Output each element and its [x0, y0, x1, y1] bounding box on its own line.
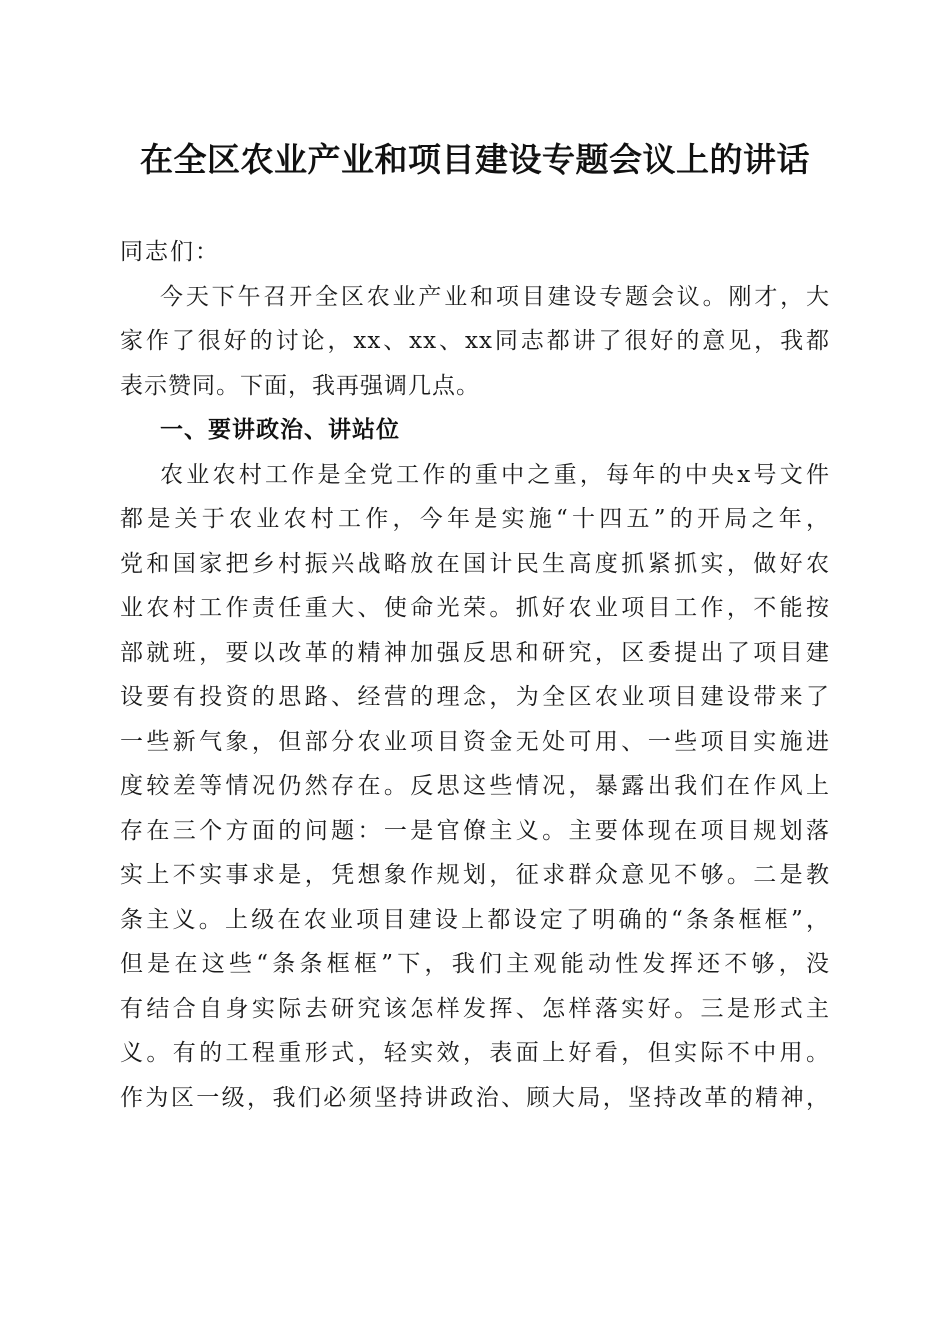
- document-body: [120, 230, 830, 1120]
- paragraph-line: 有结合自身实际去研究该怎样发挥、怎样落实好。三是形式主: [120, 995, 830, 1022]
- intro-line: 家作了很好的讨论，xx、xx、xx同志都讲了很好的意见，我都: [120, 328, 830, 354]
- paragraph-line: 度较差等情况仍然存在。反思这些情况，暴露出我们在作风上: [120, 773, 830, 799]
- paragraph-line: 一些新气象，但部分农业项目资金无处可用、一些项目实施进: [120, 728, 830, 755]
- paragraph-line: 党和国家把乡村振兴战略放在国计民生高度抓紧抓实，做好农: [120, 550, 830, 577]
- paragraph-line: 但是在这些“条条框框”下，我们主观能动性发挥还不够，没: [120, 951, 830, 977]
- paragraph-line: 业农村工作责任重大、使命光荣。抓好农业项目工作，不能按: [120, 595, 830, 621]
- paragraph-line: 设要有投资的思路、经营的理念，为全区农业项目建设带来了: [120, 684, 830, 710]
- paragraph-line: 条主义。上级在农业项目建设上都设定了明确的“条条框框”，: [120, 906, 830, 933]
- section-heading: 一、要讲政治、讲站位: [160, 417, 400, 443]
- document-title: 在全区农业产业和项目建设专题会议上的讲话: [140, 140, 810, 179]
- paragraph-line: 作为区一级，我们必须坚持讲政治、顾大局，坚持改革的精神，: [120, 1084, 830, 1111]
- paragraph-line: 部就班，要以改革的精神加强反思和研究，区委提出了项目建: [120, 639, 830, 666]
- salutation: 同志们：: [120, 239, 220, 265]
- intro-line: 今天下午召开全区农业产业和项目建设专题会议。刚才，大: [160, 283, 830, 310]
- paragraph-line: 义。有的工程重形式，轻实效，表面上好看，但实际不中用。: [120, 1040, 830, 1066]
- paragraph-line: 都是关于农业农村工作，今年是实施“十四五”的开局之年，: [120, 506, 830, 532]
- paragraph-line: 实上不实事求是，凭想象作规划，征求群众意见不够。二是教: [120, 862, 830, 888]
- paragraph-line: 存在三个方面的问题：一是官僚主义。主要体现在项目规划落: [120, 817, 830, 844]
- paragraph-line: 农业农村工作是全党工作的重中之重，每年的中央x号文件: [160, 461, 830, 488]
- intro-line: 表示赞同。下面，我再强调几点。: [120, 372, 480, 399]
